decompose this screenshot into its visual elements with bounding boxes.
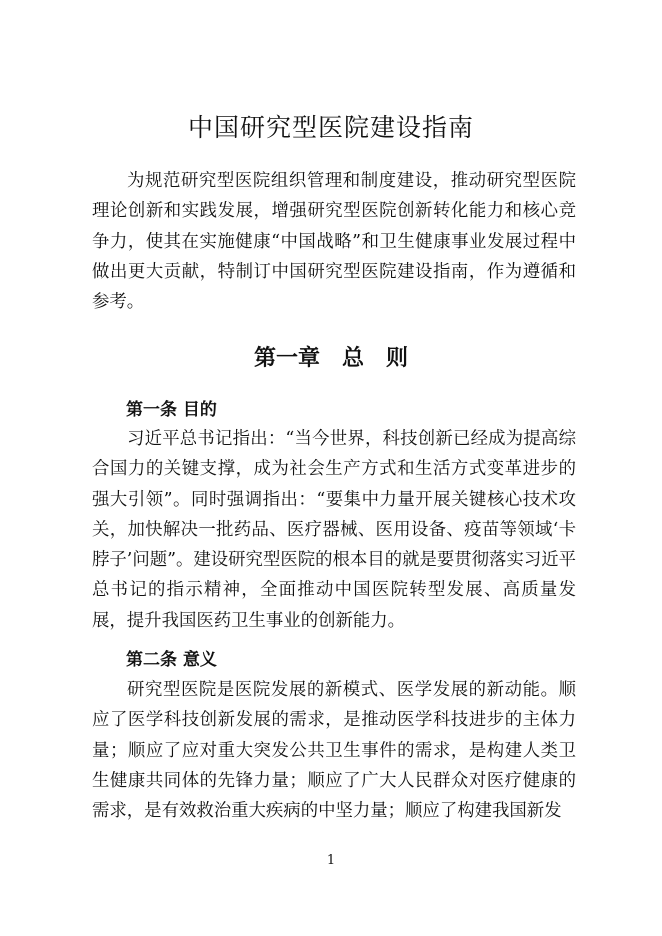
article-2-heading: 第二条 意义 bbox=[126, 650, 217, 670]
page-number: 1 bbox=[326, 853, 336, 868]
article-1-body: 习近平总书记指出：“当今世界，科技创新已经成为提高综合国力的关键支撑，成为社会生产方式和生活方式变革进步的强大引领”。同时强调指出：“要集中力量开展关键核心技术攻关，加快解决一批药品、医疗器械、医用设备、疫苗等领域‘卡脖子’问题”。建设研究型医院的根本目的就是要贯彻落实习近平总书记的指示精神，全面推动中国医院转型发展、高质量发展，提升我国医药卫生事业的创新能力。 bbox=[92, 429, 576, 631]
chapter-title: 第一章 总 则 bbox=[253, 346, 408, 371]
document-title: 中国研究型医院建设指南 bbox=[187, 113, 474, 142]
article-1-heading: 第一条 目的 bbox=[126, 400, 217, 420]
preamble-paragraph: 为规范研究型医院组织管理和制度建设，推动研究型医院理论创新和实践发展，增强研究型医院创新转化能力和核心竞争力，使其在实施健康“中国战略”和卫生健康事业发展过程中做出更大贡献，特制订中国研究型医院建设指南，作为遵循和参考。 bbox=[92, 171, 576, 313]
article-2-body: 研究型医院是医院发展的新模式、医学发展的新动能。顺应了医学科技创新发展的需求，是推动医学科技进步的主体力量；顺应了应对重大突发公共卫生事件的需求，是构建人类卫生健康共同体的先锋力量；顺应了广大人民群众对医疗健康的需求，是有效救治重大疾病的中坚力量；顺应了构建我国新发 bbox=[92, 680, 576, 822]
